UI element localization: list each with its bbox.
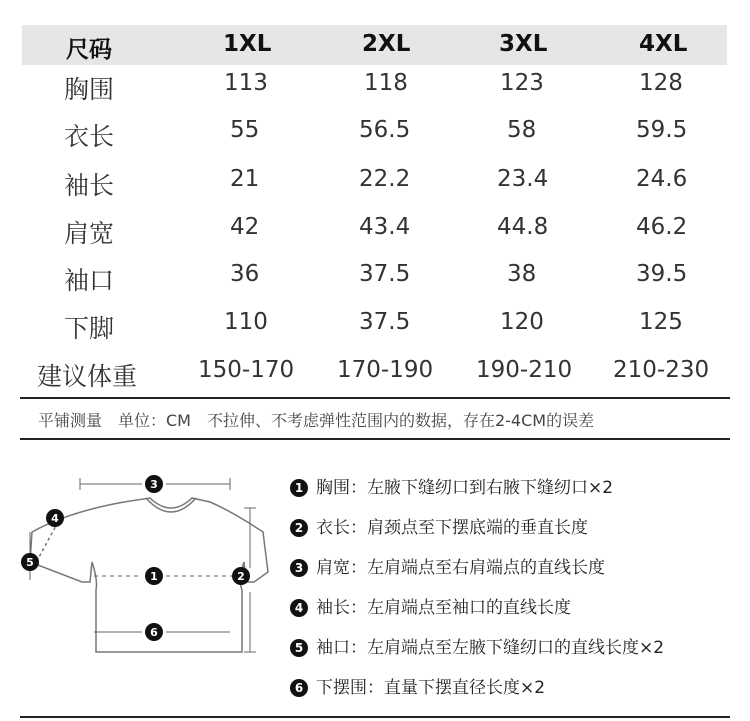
table-cell: 190-210	[476, 357, 573, 383]
marker-6-label: 6	[150, 626, 158, 639]
table-cell: 118	[364, 70, 408, 96]
marker-4-label: 4	[51, 512, 59, 525]
legend-item	[290, 593, 571, 618]
legend-item	[290, 633, 664, 658]
tshirt-diagram	[18, 470, 280, 678]
legend-item	[290, 473, 613, 498]
number-badge: 6	[290, 679, 308, 697]
marker-5-label: 5	[26, 556, 34, 569]
table-cell: 55	[230, 117, 260, 143]
header-2xl: 2XL	[362, 31, 411, 57]
row-label: 袖长	[64, 171, 115, 200]
table-cell: 36	[230, 261, 260, 287]
divider	[20, 438, 730, 440]
table-cell: 46.2	[636, 214, 688, 240]
header-4xl: 4XL	[639, 31, 688, 57]
number-badge: 1	[290, 479, 308, 497]
header-size: 尺码	[66, 37, 112, 63]
table-cell: 150-170	[198, 357, 295, 383]
marker-2-label: 2	[237, 570, 245, 583]
legend-text: 下摆围：直量下摆直径长度×2	[316, 678, 546, 698]
row-label: 袖口	[64, 266, 115, 295]
table-cell: 58	[507, 117, 537, 143]
table-cell: 125	[639, 309, 683, 335]
table-cell: 59.5	[636, 117, 688, 143]
table-cell: 37.5	[359, 261, 411, 287]
table-cell: 22.2	[359, 166, 411, 192]
table-cell: 38	[507, 261, 537, 287]
row-label: 建议体重	[37, 362, 138, 391]
table-cell: 113	[224, 70, 268, 96]
number-badge: 3	[290, 559, 308, 577]
table-cell: 21	[230, 166, 260, 192]
legend-text: 胸围：左腋下缝纫口到右腋下缝纫口×2	[316, 478, 614, 498]
size-table-header	[22, 25, 727, 65]
row-label: 衣长	[64, 122, 115, 151]
legend-text: 肩宽：左肩端点至右肩端点的直线长度	[316, 558, 605, 578]
row-label: 下脚	[64, 314, 115, 343]
table-cell: 39.5	[636, 261, 688, 287]
number-badge: 4	[290, 599, 308, 617]
table-cell: 170-190	[337, 357, 434, 383]
number-badge: 5	[290, 639, 308, 657]
number-badge: 2	[290, 519, 308, 537]
row-label: 胸围	[64, 75, 115, 104]
table-cell: 123	[500, 70, 544, 96]
table-cell: 210-230	[613, 357, 710, 383]
table-cell: 110	[224, 309, 268, 335]
table-cell: 37.5	[359, 309, 411, 335]
legend-text: 袖长：左肩端点至袖口的直线长度	[316, 598, 571, 618]
table-cell: 44.8	[497, 214, 549, 240]
marker-1-label: 1	[150, 570, 158, 583]
table-cell: 23.4	[497, 166, 549, 192]
table-cell: 128	[639, 70, 683, 96]
table-cell: 120	[500, 309, 544, 335]
legend-text: 袖口：左肩端点至左腋下缝纫口的直线长度×2	[316, 638, 665, 658]
table-cell: 56.5	[359, 117, 411, 143]
header-3xl: 3XL	[499, 31, 548, 57]
table-cell: 43.4	[359, 214, 411, 240]
bottom-divider	[20, 716, 730, 718]
table-cell: 24.6	[636, 166, 688, 192]
divider	[20, 397, 730, 399]
measurement-note: 平铺测量 单位：CM 不拉伸、不考虑弹性范围内的数据，存在2-4CM的误差	[38, 411, 595, 430]
row-label: 肩宽	[64, 219, 115, 248]
legend-item	[290, 673, 545, 698]
marker-3-label: 3	[150, 478, 158, 491]
legend-text: 衣长：肩颈点至下摆底端的垂直长度	[316, 518, 588, 538]
header-1xl: 1XL	[223, 31, 272, 57]
legend-item	[290, 553, 605, 578]
table-cell: 42	[230, 214, 260, 240]
legend-item	[290, 513, 588, 538]
